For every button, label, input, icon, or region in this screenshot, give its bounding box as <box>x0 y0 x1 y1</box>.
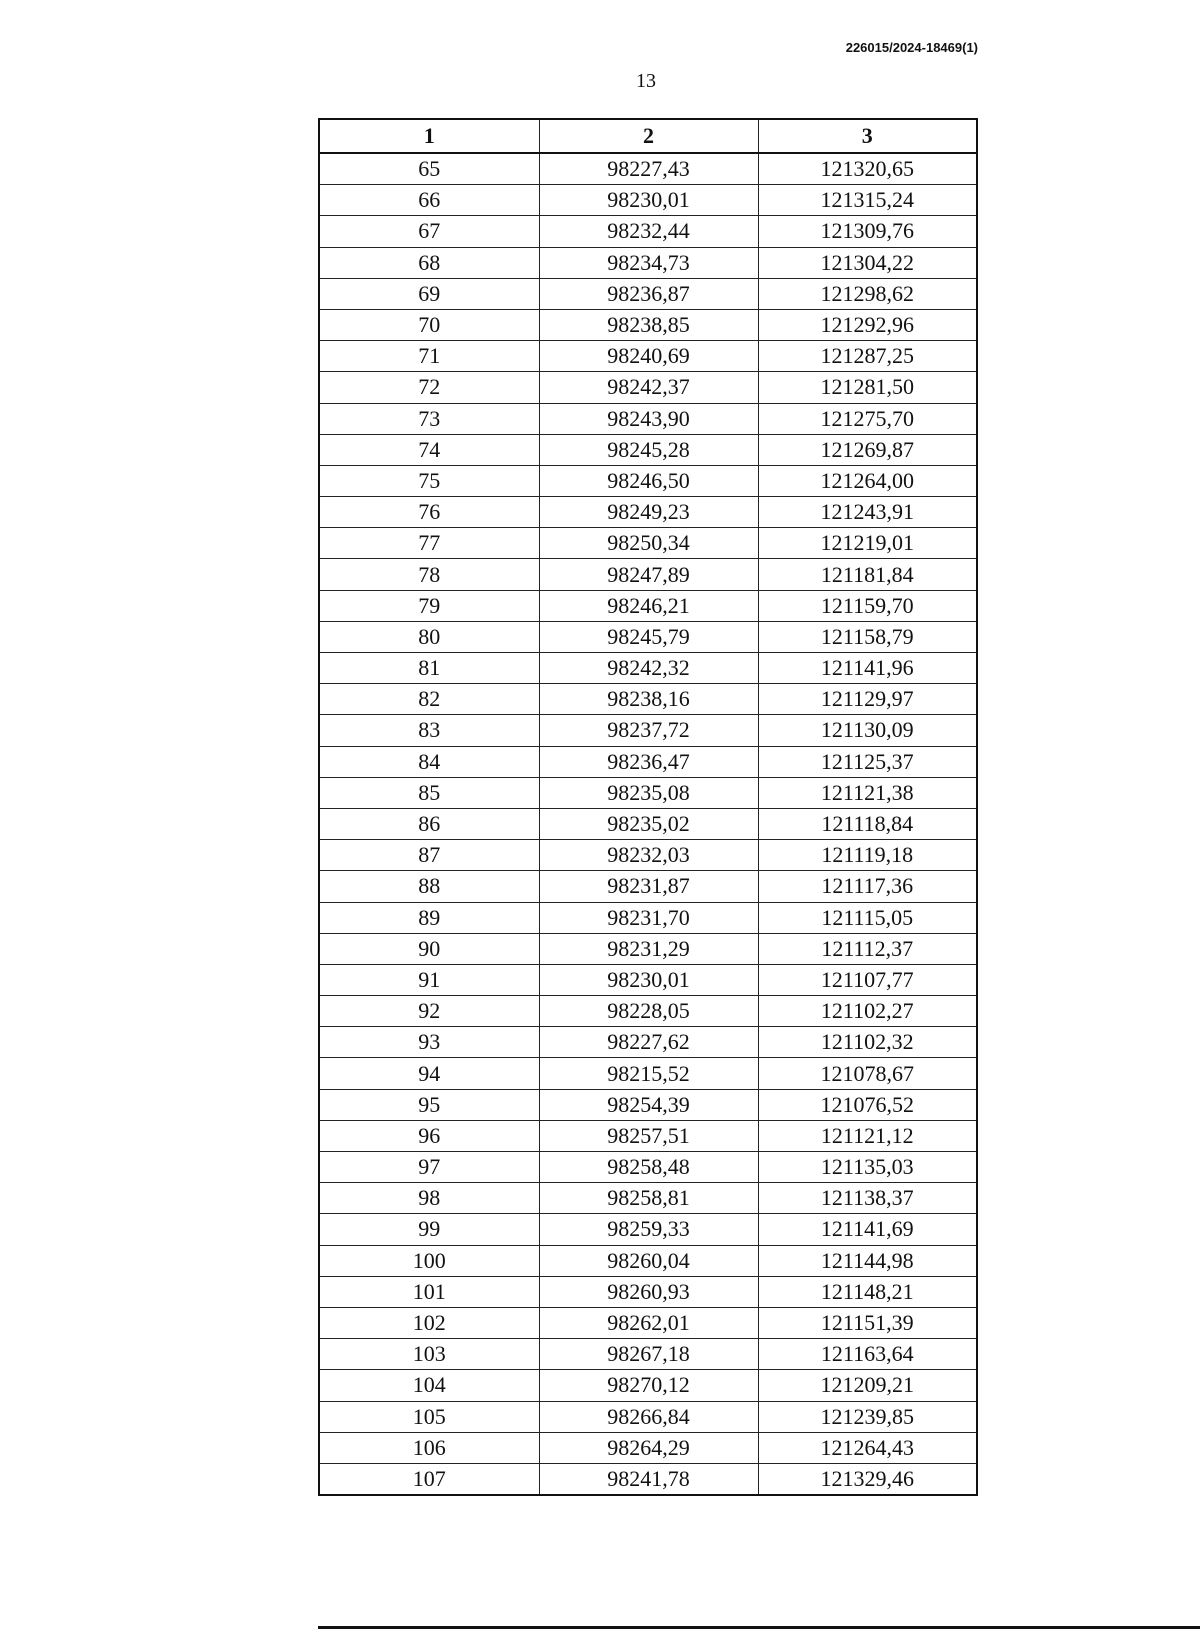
x-coordinate-cell: 98259,33 <box>539 1214 758 1245</box>
table-row <box>319 559 977 590</box>
table-row <box>319 1432 977 1463</box>
table-row <box>319 1307 977 1338</box>
y-coordinate-cell: 121275,70 <box>758 403 977 434</box>
table-row <box>319 871 977 902</box>
table-row <box>319 434 977 465</box>
table-row <box>319 372 977 403</box>
table-row <box>319 590 977 621</box>
table-row <box>319 1245 977 1276</box>
table-row <box>319 341 977 372</box>
table-row <box>319 1152 977 1183</box>
y-coordinate-cell: 121320,65 <box>758 153 977 185</box>
y-coordinate-cell: 121269,87 <box>758 434 977 465</box>
x-coordinate-cell: 98235,08 <box>539 777 758 808</box>
table-row <box>319 1463 977 1495</box>
point-number-cell: 102 <box>319 1307 539 1338</box>
x-coordinate-cell: 98232,44 <box>539 216 758 247</box>
y-coordinate-cell: 121148,21 <box>758 1276 977 1307</box>
x-coordinate-cell: 98238,16 <box>539 684 758 715</box>
y-coordinate-cell: 121315,24 <box>758 185 977 216</box>
x-coordinate-cell: 98236,87 <box>539 278 758 309</box>
x-coordinate-cell: 98260,04 <box>539 1245 758 1276</box>
x-coordinate-cell: 98231,87 <box>539 871 758 902</box>
x-coordinate-cell: 98215,52 <box>539 1058 758 1089</box>
point-number-cell: 71 <box>319 341 539 372</box>
table-row <box>319 964 977 995</box>
table-row <box>319 278 977 309</box>
point-number-cell: 66 <box>319 185 539 216</box>
x-coordinate-cell: 98249,23 <box>539 497 758 528</box>
x-coordinate-cell: 98262,01 <box>539 1307 758 1338</box>
y-coordinate-cell: 121107,77 <box>758 964 977 995</box>
x-coordinate-cell: 98260,93 <box>539 1276 758 1307</box>
table-body <box>319 153 977 1495</box>
point-number-cell: 85 <box>319 777 539 808</box>
table-row <box>319 933 977 964</box>
table-row <box>319 996 977 1027</box>
point-number-cell: 98 <box>319 1183 539 1214</box>
y-coordinate-cell: 121119,18 <box>758 840 977 871</box>
point-number-cell: 76 <box>319 497 539 528</box>
x-coordinate-cell: 98227,43 <box>539 153 758 185</box>
x-coordinate-cell: 98228,05 <box>539 996 758 1027</box>
table-header <box>319 119 977 153</box>
table-row <box>319 528 977 559</box>
y-coordinate-cell: 121102,32 <box>758 1027 977 1058</box>
point-number-cell: 79 <box>319 590 539 621</box>
table-row <box>319 684 977 715</box>
coordinates-table <box>318 118 978 1496</box>
column-header-3: 3 <box>758 119 977 153</box>
x-coordinate-cell: 98245,79 <box>539 621 758 652</box>
x-coordinate-cell: 98254,39 <box>539 1089 758 1120</box>
x-coordinate-cell: 98237,72 <box>539 715 758 746</box>
point-number-cell: 88 <box>319 871 539 902</box>
table-row <box>319 465 977 496</box>
point-number-cell: 75 <box>319 465 539 496</box>
table-row <box>319 902 977 933</box>
y-coordinate-cell: 121304,22 <box>758 247 977 278</box>
y-coordinate-cell: 121329,46 <box>758 1463 977 1495</box>
column-header-1: 1 <box>319 119 539 153</box>
y-coordinate-cell: 121121,38 <box>758 777 977 808</box>
y-coordinate-cell: 121118,84 <box>758 808 977 839</box>
point-number-cell: 67 <box>319 216 539 247</box>
y-coordinate-cell: 121078,67 <box>758 1058 977 1089</box>
y-coordinate-cell: 121158,79 <box>758 621 977 652</box>
x-coordinate-cell: 98235,02 <box>539 808 758 839</box>
x-coordinate-cell: 98250,34 <box>539 528 758 559</box>
x-coordinate-cell: 98231,29 <box>539 933 758 964</box>
x-coordinate-cell: 98246,50 <box>539 465 758 496</box>
table-row <box>319 497 977 528</box>
header-row <box>319 119 977 153</box>
bottom-rule <box>318 1626 1200 1629</box>
table-row <box>319 1027 977 1058</box>
point-number-cell: 77 <box>319 528 539 559</box>
table-row <box>319 746 977 777</box>
y-coordinate-cell: 121309,76 <box>758 216 977 247</box>
point-number-cell: 89 <box>319 902 539 933</box>
table-row <box>319 216 977 247</box>
table-row <box>319 403 977 434</box>
y-coordinate-cell: 121135,03 <box>758 1152 977 1183</box>
page-number: 13 <box>636 70 656 92</box>
x-coordinate-cell: 98242,32 <box>539 653 758 684</box>
point-number-cell: 86 <box>319 808 539 839</box>
x-coordinate-cell: 98232,03 <box>539 840 758 871</box>
x-coordinate-cell: 98234,73 <box>539 247 758 278</box>
y-coordinate-cell: 121115,05 <box>758 902 977 933</box>
y-coordinate-cell: 121264,00 <box>758 465 977 496</box>
y-coordinate-cell: 121112,37 <box>758 933 977 964</box>
y-coordinate-cell: 121130,09 <box>758 715 977 746</box>
x-coordinate-cell: 98240,69 <box>539 341 758 372</box>
y-coordinate-cell: 121141,96 <box>758 653 977 684</box>
y-coordinate-cell: 121144,98 <box>758 1245 977 1276</box>
x-coordinate-cell: 98270,12 <box>539 1370 758 1401</box>
point-number-cell: 104 <box>319 1370 539 1401</box>
point-number-cell: 100 <box>319 1245 539 1276</box>
y-coordinate-cell: 121239,85 <box>758 1401 977 1432</box>
y-coordinate-cell: 121163,64 <box>758 1339 977 1370</box>
point-number-cell: 94 <box>319 1058 539 1089</box>
y-coordinate-cell: 121181,84 <box>758 559 977 590</box>
table-row <box>319 1401 977 1432</box>
table-row <box>319 808 977 839</box>
x-coordinate-cell: 98230,01 <box>539 185 758 216</box>
x-coordinate-cell: 98258,81 <box>539 1183 758 1214</box>
point-number-cell: 69 <box>319 278 539 309</box>
x-coordinate-cell: 98230,01 <box>539 964 758 995</box>
table-row <box>319 1276 977 1307</box>
point-number-cell: 103 <box>319 1339 539 1370</box>
point-number-cell: 105 <box>319 1401 539 1432</box>
y-coordinate-cell: 121287,25 <box>758 341 977 372</box>
table-row <box>319 1089 977 1120</box>
x-coordinate-cell: 98257,51 <box>539 1120 758 1151</box>
table-row <box>319 1058 977 1089</box>
point-number-cell: 68 <box>319 247 539 278</box>
table-row <box>319 1370 977 1401</box>
y-coordinate-cell: 121141,69 <box>758 1214 977 1245</box>
y-coordinate-cell: 121209,21 <box>758 1370 977 1401</box>
point-number-cell: 72 <box>319 372 539 403</box>
y-coordinate-cell: 121121,12 <box>758 1120 977 1151</box>
x-coordinate-cell: 98264,29 <box>539 1432 758 1463</box>
x-coordinate-cell: 98258,48 <box>539 1152 758 1183</box>
point-number-cell: 99 <box>319 1214 539 1245</box>
point-number-cell: 80 <box>319 621 539 652</box>
x-coordinate-cell: 98245,28 <box>539 434 758 465</box>
point-number-cell: 81 <box>319 653 539 684</box>
table-row <box>319 1214 977 1245</box>
table-row <box>319 653 977 684</box>
point-number-cell: 83 <box>319 715 539 746</box>
x-coordinate-cell: 98246,21 <box>539 590 758 621</box>
y-coordinate-cell: 121125,37 <box>758 746 977 777</box>
x-coordinate-cell: 98267,18 <box>539 1339 758 1370</box>
point-number-cell: 84 <box>319 746 539 777</box>
y-coordinate-cell: 121281,50 <box>758 372 977 403</box>
y-coordinate-cell: 121151,39 <box>758 1307 977 1338</box>
x-coordinate-cell: 98227,62 <box>539 1027 758 1058</box>
column-header-2: 2 <box>539 119 758 153</box>
point-number-cell: 93 <box>319 1027 539 1058</box>
table-row <box>319 1183 977 1214</box>
point-number-cell: 101 <box>319 1276 539 1307</box>
point-number-cell: 92 <box>319 996 539 1027</box>
point-number-cell: 90 <box>319 933 539 964</box>
y-coordinate-cell: 121292,96 <box>758 309 977 340</box>
y-coordinate-cell: 121129,97 <box>758 684 977 715</box>
point-number-cell: 91 <box>319 964 539 995</box>
point-number-cell: 97 <box>319 1152 539 1183</box>
x-coordinate-cell: 98243,90 <box>539 403 758 434</box>
x-coordinate-cell: 98247,89 <box>539 559 758 590</box>
y-coordinate-cell: 121219,01 <box>758 528 977 559</box>
x-coordinate-cell: 98242,37 <box>539 372 758 403</box>
x-coordinate-cell: 98236,47 <box>539 746 758 777</box>
table-row <box>319 153 977 185</box>
y-coordinate-cell: 121243,91 <box>758 497 977 528</box>
y-coordinate-cell: 121159,70 <box>758 590 977 621</box>
table-row <box>319 1339 977 1370</box>
point-number-cell: 87 <box>319 840 539 871</box>
point-number-cell: 96 <box>319 1120 539 1151</box>
point-number-cell: 70 <box>319 309 539 340</box>
document-id: 226015/2024-18469(1) <box>845 40 978 55</box>
table-row <box>319 185 977 216</box>
y-coordinate-cell: 121264,43 <box>758 1432 977 1463</box>
x-coordinate-cell: 98241,78 <box>539 1463 758 1495</box>
point-number-cell: 82 <box>319 684 539 715</box>
point-number-cell: 65 <box>319 153 539 185</box>
x-coordinate-cell: 98238,85 <box>539 309 758 340</box>
point-number-cell: 95 <box>319 1089 539 1120</box>
y-coordinate-cell: 121102,27 <box>758 996 977 1027</box>
table-row <box>319 309 977 340</box>
point-number-cell: 78 <box>319 559 539 590</box>
y-coordinate-cell: 121117,36 <box>758 871 977 902</box>
point-number-cell: 73 <box>319 403 539 434</box>
y-coordinate-cell: 121076,52 <box>758 1089 977 1120</box>
y-coordinate-cell: 121298,62 <box>758 278 977 309</box>
table-row <box>319 621 977 652</box>
y-coordinate-cell: 121138,37 <box>758 1183 977 1214</box>
table-row <box>319 715 977 746</box>
x-coordinate-cell: 98231,70 <box>539 902 758 933</box>
point-number-cell: 107 <box>319 1463 539 1495</box>
point-number-cell: 106 <box>319 1432 539 1463</box>
table-row <box>319 840 977 871</box>
table-row <box>319 247 977 278</box>
point-number-cell: 74 <box>319 434 539 465</box>
x-coordinate-cell: 98266,84 <box>539 1401 758 1432</box>
table-row <box>319 777 977 808</box>
table-row <box>319 1120 977 1151</box>
